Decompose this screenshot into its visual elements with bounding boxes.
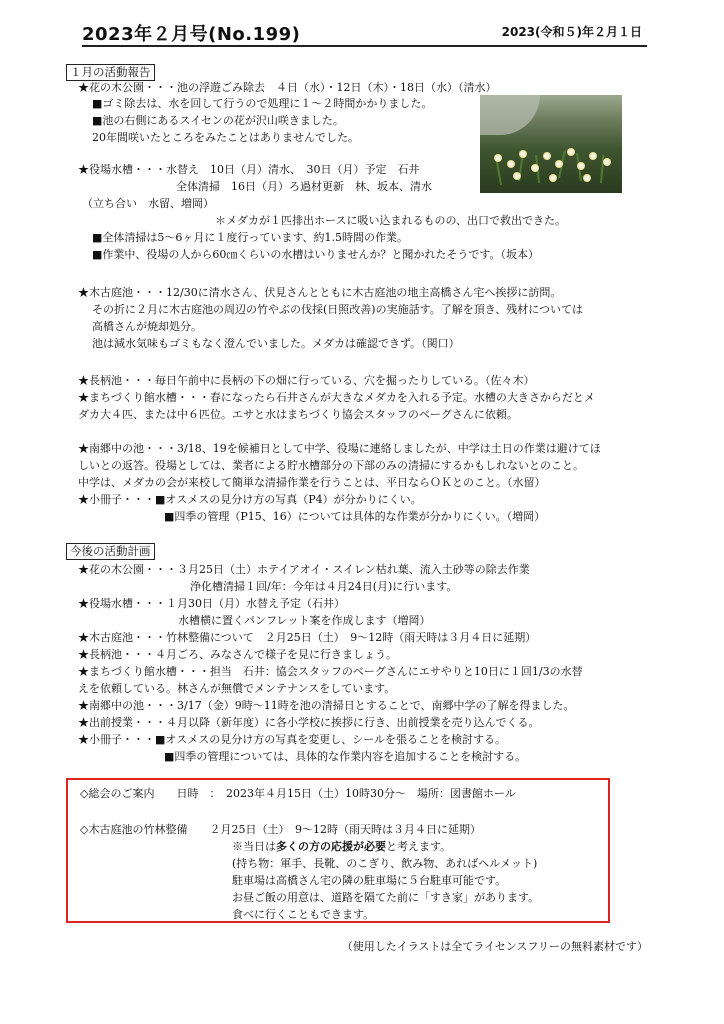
report-line: ＊メダカが１匹排出ホースに吸い込まれるものの、出口で救出できた。 bbox=[215, 214, 567, 227]
notice-eat: 食べに行くこともできます。 bbox=[232, 908, 375, 921]
plan-line: ★木古庭池・・・竹林整備について ２月25日（土） 9～12時（雨天時は３月４日に延期） bbox=[78, 631, 537, 644]
report-line: ★まちづくり館水槽・・・春になったら石井さんが大きなメダカを入れる予定。水槽の大きさからだとメ bbox=[78, 391, 595, 404]
plan-line: ★長柄池・・・４月ごろ、みなさんで様子を見に行きましょう。 bbox=[78, 648, 397, 661]
section-heading-report: １月の活動報告 bbox=[66, 64, 155, 81]
report-line: 全体清掃 16日（月）ろ過材更新 林、坂本、清水 bbox=[176, 180, 432, 193]
report-line: ■作業中、役場の人から60㎝くらいの水槽はいりませんか？と聞かれたそうです。（坂本） bbox=[92, 248, 540, 261]
report-line: ダカ大４匹、または中６匹位。エサと水はまちづくり協会スタッフのベーグさんに依頼。 bbox=[78, 408, 518, 421]
plan-line: ★まちづくり館水槽・・・担当 石井：協会スタッフのベーグさんにエサやりと10日に１回1/3の水替 bbox=[78, 665, 583, 678]
report-line: ■池の右側にあるスイセンの花が沢山咲きました。 bbox=[92, 114, 344, 127]
notice-support: ※当日は多くの方の応援が必要と考えます。 bbox=[232, 840, 452, 853]
notice-bamboo: ◇木古庭池の竹林整備 ２月25日（土） 9～12時（雨天時は３月４日に延期） bbox=[80, 823, 481, 836]
report-line: ■四季の管理（P15、16）については具体的な作業が分かりにくい。（増岡） bbox=[164, 510, 546, 523]
plan-line: ★小冊子・・・■オスメスの見分け方の写真を変更し、シールを張ることを検討する。 bbox=[78, 733, 507, 746]
notice-lunch: お昼ご飯の用意は、道路を隔てた前に「すき家」があります。 bbox=[232, 891, 540, 904]
report-line: ★小冊子・・・■オスメスの見分け方の写真（P4）が分かりにくい。 bbox=[78, 493, 422, 506]
plan-line: ★出前授業・・・４月以降（新年度）に各小学校に挨拶に行き、出前授業を売り込んでくる。 bbox=[78, 716, 540, 729]
report-line: ★長柄池・・・毎日午前中に長柄の下の畑に行っている、穴を掘ったりしている。（佐々木） bbox=[78, 374, 535, 387]
plan-line: ★花の木公園・・・３月25日（土）ホテイアオイ・スイレン枯れ葉、流入土砂等の除去作業 bbox=[78, 563, 530, 576]
issue-date: 2023(令和５)年２月１日 bbox=[501, 25, 642, 39]
notice-items: (持ち物：軍手、長靴、のこぎり、飲み物、あればヘルメット) bbox=[232, 857, 538, 870]
report-line: ★南郷中の池・・・3/18、19を候補日として中学、役場に連絡しましたが、中学は土日の作業は避けてほ bbox=[78, 442, 601, 455]
report-line: （立ち合い 水留、増岡） bbox=[82, 197, 214, 210]
plan-line: 水槽横に置くパンフレット案を作成します（増岡） bbox=[178, 614, 431, 627]
plan-line: ■四季の管理については、具体的な作業内容を追加することを検討する。 bbox=[164, 750, 527, 763]
report-line: その折に２月に木古庭池の周辺の竹やぶの伐採(日照改善)の実施話す。了解を頂き、残材については bbox=[92, 303, 584, 316]
newsletter-title: 2023年２月号(No.199) bbox=[82, 24, 301, 45]
report-line: ★木古庭池・・・12/30に清水さん、伏見さんとともに木古庭池の地主高橋さん宅へ挨拶に訪問。 bbox=[78, 286, 562, 299]
report-line: ■全体清掃は5～6ヶ月に１度行っています、約1.5時間の作業。 bbox=[92, 231, 409, 244]
report-line: しいとの返答。役場としては、業者による貯水槽部分の下部のみの清掃にするかもしれないとのこと。 bbox=[78, 459, 584, 472]
report-line: ■ゴミ除去は、水を回して行うので処理に１～２時間かかりました。 bbox=[92, 97, 433, 110]
report-line: 高橋さんが焼却処分。 bbox=[92, 320, 202, 333]
plan-line: 浄化槽清掃１回/年：今年は４月24日(月)に行います。 bbox=[190, 580, 458, 593]
notice-parking: 駐車場は高橋さん宅の隣の駐車場に５台駐車可能です。 bbox=[232, 874, 507, 887]
section-heading-plan: 今後の活動計画 bbox=[66, 543, 155, 560]
report-line: 20年間咲いたところをみたことはありませんでした。 bbox=[92, 131, 359, 144]
report-line: ★役場水槽・・・水替え 10日（月）清水、 30日（月）予定 石井 bbox=[78, 163, 420, 176]
plan-line: えを依頼している。林さんが無償でメンテナンスをしています。 bbox=[78, 682, 396, 695]
daffodil-pond-photo bbox=[480, 95, 622, 193]
footer-note: （使用したイラストは全てライセンスフリーの無料素材です） bbox=[341, 940, 648, 953]
header-divider bbox=[82, 45, 647, 47]
plan-line: ★役場水槽・・・１月30日（月）水替え予定（石井） bbox=[78, 597, 345, 610]
notice-meeting: ◇総会のご案内 日時 ： 2023年４月15日（土）10時30分～ 場所：図書館ホール bbox=[80, 787, 516, 800]
plan-line: ★南郷中の池・・・3/17（金）9時～11時を池の清掃日とすることで、南郷中学の了解を得ました。 bbox=[78, 699, 575, 712]
report-line: 中学は、メダカの会が来校して簡単な清掃作業を行うことは、平日ならＯＫとのこと。（水留） bbox=[78, 476, 546, 489]
page-header bbox=[82, 20, 642, 45]
report-line: 池は減水気味もゴミもなく澄んでいました。メダカは確認できず。（関口） bbox=[92, 337, 460, 350]
report-line: ★花の木公園・・・池の浮遊ごみ除去 ４日（水）・12日（木）・18日（水）（清水） bbox=[78, 81, 497, 94]
